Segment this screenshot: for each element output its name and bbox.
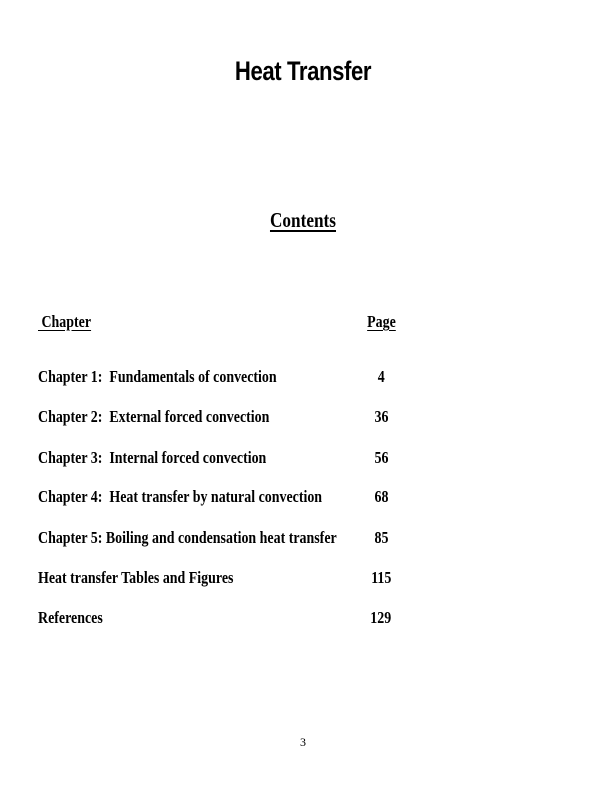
- toc-entry-label: Chapter 5: Boiling and condensation heat transfer: [38, 528, 337, 547]
- contents-heading: Contents: [269, 208, 337, 232]
- toc-entry-label: References: [38, 608, 103, 627]
- toc-entry-label: Chapter 4: Heat transfer by natural convection: [38, 487, 323, 506]
- toc-page-header: Page: [366, 312, 396, 331]
- toc-entry: [38, 448, 438, 472]
- toc-entry: [38, 608, 438, 632]
- toc-entry-label: Chapter 3: Internal forced convection: [38, 448, 267, 467]
- toc-entry: [38, 367, 438, 391]
- toc-entry: [38, 568, 438, 592]
- toc-entry: [38, 407, 438, 431]
- toc-entry-page: 36: [374, 407, 388, 426]
- toc-entry: [38, 487, 438, 511]
- toc-chapter-header: Chapter: [38, 312, 92, 331]
- toc-entry-label: Heat transfer Tables and Figures: [38, 568, 234, 587]
- toc-entry-page: 56: [374, 448, 388, 467]
- toc-entry-page: 129: [370, 608, 392, 627]
- toc-entry-page: 115: [370, 568, 392, 587]
- toc-entry-page: 68: [374, 487, 388, 506]
- toc-entry-label: Chapter 2: External forced convection: [38, 407, 270, 426]
- toc-entry-label: Chapter 1: Fundamentals of convection: [38, 367, 277, 386]
- document-title: Heat Transfer: [234, 56, 372, 86]
- toc-entry-page: 4: [377, 367, 385, 386]
- toc-header-row: [38, 312, 438, 336]
- page-number: 3: [300, 735, 306, 749]
- toc-entry-page: 85: [374, 528, 388, 547]
- toc-entry: [38, 528, 438, 552]
